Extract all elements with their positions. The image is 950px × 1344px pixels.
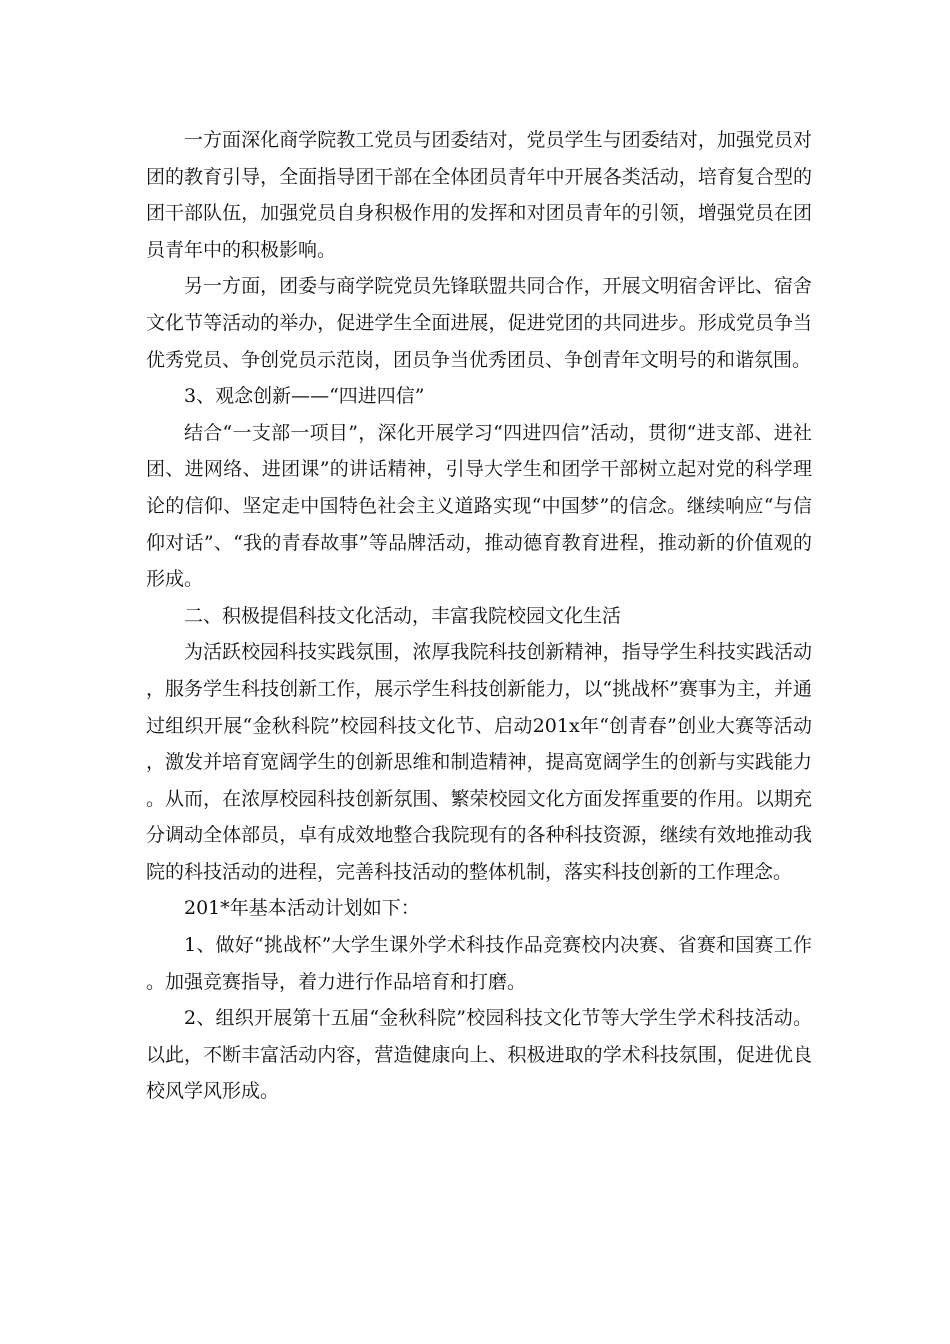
paragraph-party-league-pairing: 一方面深化商学院教工党员与团委结对，党员学生与团委结对，加强党员对团的教育引导，全面指导团干部在全体团员青年中开展各类活动，培育复合型的团干部队伍，加强党员自身积极作用的发挥和对团员青年的引领，增强党员在团员青年中的积极影响。 [146,129,812,261]
document-body [146,122,812,1110]
paragraph-vanguard-alliance: 另一方面，团委与商学院党员先锋联盟共同合作，开展文明宿舍评比、宿舍文化节等活动的举办，促进学生全面进展，促进党团的共同进步。形成党员争当优秀党员、争创党员示范岗，团员争当优秀团员、争创青年文明号的和谐氛围。 [146,275,812,371]
paragraph-four-enter-four-believe: 结合“一支部一项目”，深化开展学习“四进四信”活动，贯彻“进支部、进社团、进网络、进团课”的讲话精神，引导大学生和团学干部树立起对党的科学理论的信仰、坚定走中国特色社会主义道路实现“中国梦”的信念。继续响应“与信仰对话”、“我的青春故事”等品牌活动，推动德育教育进程，推动新的价值观的形成。 [146,421,812,591]
paragraph-plan-item-2: 2、组织开展第十五届“金秋科院”校园科技文化节等大学生学术科技活动。以此，不断丰富活动内容，营造健康向上、积极进取的学术科技氛围，促进优良校风学风形成。 [146,1007,812,1103]
paragraph-science-practice: 为活跃校园科技实践氛围，浓厚我院科技创新精神，指导学生科技实践活动，服务学生科技创新工作，展示学生科技创新能力，以“挑战杯”赛事为主，并通过组织开展“金秋科院”校园科技文化节、启动201x年“创青春”创业大赛等活动，激发并培育宽阔学生的创新思维和制造精神，提高宽阔学生的创新与实践能力。从而，在浓厚校园科技创新氛围、繁荣校园文化方面发挥重要的作用。以期充分调动全体部员，卓有成效地整合我院现有的各种科技资源，继续有效地推动我院的科技活动的进程，完善科技活动的整体机制，落实科技创新的工作理念。 [146,641,812,883]
paragraph-plan-item-1: 1、做好“挑战杯”大学生课外学术科技作品竞赛校内决赛、省赛和国赛工作。加强竞赛指导，着力进行作品培育和打磨。 [146,934,812,993]
heading-concept-innovation: 3、观念创新——“四进四信” [184,385,425,408]
heading-science-culture-activities: 二、积极提倡科技文化活动，丰富我院校园文化生活 [184,604,622,627]
heading-activity-plan: 201*年基本活动计划如下： [184,897,420,920]
